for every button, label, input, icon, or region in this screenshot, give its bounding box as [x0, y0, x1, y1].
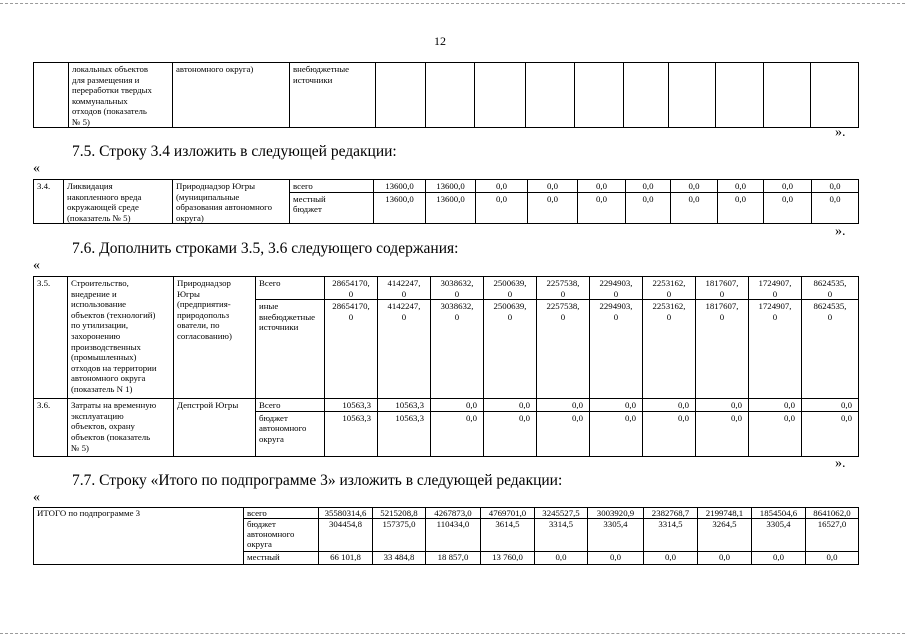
amount-cell: 0,0 [718, 180, 764, 193]
section-7-6-heading: 7.6. Дополнить строками 3.5, 3.6 следующего содержания: [72, 240, 459, 257]
amount-cell: 0,0 [644, 552, 698, 565]
amount-cell: 0,0 [537, 411, 590, 456]
section-7-5-heading: 7.5. Строку 3.4 изложить в следующей редакции: [72, 143, 397, 160]
amount-cell: 13600,0 [426, 192, 476, 224]
amount-cell: 33 484,8 [373, 552, 426, 565]
amount-cell: 0,0 [476, 192, 528, 224]
amount-cell: 0,0 [431, 399, 484, 412]
continued-program-table [33, 62, 859, 128]
amount-cell: 0,0 [696, 399, 749, 412]
amount-cell: 0,0 [535, 552, 588, 565]
amount-cell: 8624535, 0 [802, 300, 859, 399]
table-body [34, 63, 859, 128]
amount-cell: 0,0 [764, 192, 812, 224]
amount-cell [475, 63, 526, 128]
amount-cell [716, 63, 764, 128]
table-row [34, 399, 859, 412]
closing-quote: ». [835, 224, 846, 239]
closing-quote: ». [835, 125, 846, 140]
amount-cell: 0,0 [484, 411, 537, 456]
amount-cell: 0,0 [626, 192, 671, 224]
amount-cell: 0,0 [476, 180, 528, 193]
amount-cell: 8641062,0 [806, 508, 859, 519]
amount-cell: 0,0 [626, 180, 671, 193]
responsible-executor-cell: автономного округа) [173, 63, 290, 128]
amount-cell: 4769701,0 [481, 508, 535, 519]
measure-name-cell: Затраты на временную эксплуатацию объектов, охрану объектов (показатель № 5) [68, 399, 174, 457]
amount-cell: 3314,5 [644, 519, 698, 552]
amount-cell: 3614,5 [481, 519, 535, 552]
amount-cell: 0,0 [431, 411, 484, 456]
table-row [34, 277, 859, 300]
funding-source-cell: всего [244, 508, 319, 519]
amount-cell: 18 857,0 [426, 552, 481, 565]
row-3-4-table [33, 179, 859, 224]
table-body [34, 508, 859, 565]
amount-cell: 157375,0 [373, 519, 426, 552]
responsible-executor-cell: Природнадзор Югры (предприятия- природопольз ователи, по согласованию) [174, 277, 256, 399]
amount-cell: 13 760,0 [481, 552, 535, 565]
row-number-cell: 3.4. [34, 180, 64, 224]
amount-cell: 0,0 [718, 192, 764, 224]
row-number-cell: 3.6. [34, 399, 68, 457]
amount-cell: 35580314,6 [319, 508, 373, 519]
amount-cell: 5215208,8 [373, 508, 426, 519]
amount-cell: 0,0 [764, 180, 812, 193]
amount-cell: 28654170, 0 [325, 277, 378, 300]
funding-source-cell: внебюджетные источники [290, 63, 376, 128]
amount-cell: 3264,5 [698, 519, 752, 552]
amount-cell: 0,0 [643, 411, 696, 456]
page-number: 12 [434, 34, 446, 48]
amount-cell: 0,0 [588, 552, 644, 565]
amount-cell: 3314,5 [535, 519, 588, 552]
subprogram-3-total-table [33, 507, 859, 565]
amount-cell [526, 63, 575, 128]
amount-cell: 4142247, 0 [378, 300, 431, 399]
amount-cell: 3038632, 0 [431, 300, 484, 399]
amount-cell: 1724907, 0 [749, 277, 802, 300]
amount-cell: 0,0 [528, 192, 578, 224]
responsible-executor-cell: Природнадзор Югры (муниципальные образования автономного округа) [173, 180, 290, 224]
amount-cell: 10563,3 [325, 411, 378, 456]
amount-cell: 0,0 [802, 411, 859, 456]
funding-source-cell: бюджет автономного округа [244, 519, 319, 552]
table-body [34, 277, 859, 457]
amount-cell: 2253162, 0 [643, 277, 696, 300]
amount-cell: 28654170, 0 [325, 300, 378, 399]
amount-cell: 0,0 [671, 192, 718, 224]
amount-cell: 4142247, 0 [378, 277, 431, 300]
amount-cell: 66 101,8 [319, 552, 373, 565]
amount-cell: 110434,0 [426, 519, 481, 552]
scan-edge-bottom [0, 633, 905, 634]
amount-cell: 8624535, 0 [802, 277, 859, 300]
amount-cell [376, 63, 426, 128]
amount-cell: 0,0 [528, 180, 578, 193]
opening-quote: « [33, 490, 40, 505]
amount-cell: 0,0 [484, 399, 537, 412]
amount-cell: 0,0 [671, 180, 718, 193]
amount-cell: 304454,8 [319, 519, 373, 552]
amount-cell: 3305,4 [588, 519, 644, 552]
funding-source-cell: иные внебюджетные источники [256, 300, 325, 399]
amount-cell: 10563,3 [378, 411, 431, 456]
funding-source-cell: Всего [256, 399, 325, 412]
amount-cell: 2500639, 0 [484, 277, 537, 300]
funding-source-cell: Всего [256, 277, 325, 300]
total-label-cell: ИТОГО по подпрограмме 3 [34, 508, 244, 565]
amount-cell: 2257538, 0 [537, 277, 590, 300]
funding-source-cell: бюджет автономного округа [256, 411, 325, 456]
table-body [34, 180, 859, 224]
section-7-7-heading: 7.7. Строку «Итого по подпрограмме 3» изложить в следующей редакции: [72, 472, 563, 489]
amount-cell: 0,0 [698, 552, 752, 565]
amount-cell: 2257538, 0 [537, 300, 590, 399]
amount-cell: 2500639, 0 [484, 300, 537, 399]
amount-cell: 0,0 [752, 552, 806, 565]
row-number-cell [34, 63, 69, 128]
amount-cell: 0,0 [812, 192, 859, 224]
funding-source-cell: местный бюджет [290, 192, 374, 224]
amount-cell: 0,0 [806, 552, 859, 565]
amount-cell [669, 63, 716, 128]
measure-name-cell: Строительство, внедрение и использование объектов (технологий) по утилизации, захоронению производственных (промышленных) отходов на территории автономного округа (показатель N 1) [68, 277, 174, 399]
amount-cell: 2199748,1 [698, 508, 752, 519]
opening-quote: « [33, 258, 40, 273]
measure-name-cell: локальных объектов для размещения и переработки твердых коммунальных отходов (показатель № 5) [69, 63, 173, 128]
amount-cell: 10563,3 [325, 399, 378, 412]
amount-cell: 4267873,0 [426, 508, 481, 519]
amount-cell [426, 63, 475, 128]
amount-cell [764, 63, 811, 128]
amount-cell: 0,0 [590, 399, 643, 412]
amount-cell: 2253162, 0 [643, 300, 696, 399]
measure-name-cell: Ликвидация накопленного вреда окружающей среде (показатель № 5) [64, 180, 173, 224]
scan-edge-top [0, 3, 905, 4]
amount-cell [624, 63, 669, 128]
amount-cell: 1817607, 0 [696, 277, 749, 300]
amount-cell [575, 63, 624, 128]
amount-cell: 2294903, 0 [590, 277, 643, 300]
amount-cell: 1817607, 0 [696, 300, 749, 399]
amount-cell: 3038632, 0 [431, 277, 484, 300]
amount-cell: 13600,0 [374, 180, 426, 193]
amount-cell: 0,0 [802, 399, 859, 412]
amount-cell: 0,0 [812, 180, 859, 193]
opening-quote: « [33, 161, 40, 176]
funding-source-cell: всего [290, 180, 374, 193]
responsible-executor-cell: Депстрой Югры [174, 399, 256, 457]
amount-cell: 13600,0 [426, 180, 476, 193]
table-row [34, 180, 859, 193]
closing-quote: ». [835, 456, 846, 471]
table-row [34, 508, 859, 519]
amount-cell: 0,0 [578, 192, 626, 224]
amount-cell: 2382768,7 [644, 508, 698, 519]
amount-cell: 0,0 [578, 180, 626, 193]
amount-cell: 10563,3 [378, 399, 431, 412]
amount-cell: 0,0 [590, 411, 643, 456]
amount-cell: 16527,0 [806, 519, 859, 552]
amount-cell: 3305,4 [752, 519, 806, 552]
amount-cell: 2294903, 0 [590, 300, 643, 399]
table-row [34, 63, 859, 128]
amount-cell: 1854504,6 [752, 508, 806, 519]
funding-source-cell: местный [244, 552, 319, 565]
amount-cell: 0,0 [749, 399, 802, 412]
rows-3-5-3-6-table [33, 276, 859, 457]
amount-cell: 0,0 [537, 399, 590, 412]
amount-cell: 1724907, 0 [749, 300, 802, 399]
amount-cell: 0,0 [749, 411, 802, 456]
amount-cell: 3003920,9 [588, 508, 644, 519]
amount-cell: 0,0 [643, 399, 696, 412]
amount-cell: 13600,0 [374, 192, 426, 224]
amount-cell: 3245527,5 [535, 508, 588, 519]
amount-cell: 0,0 [696, 411, 749, 456]
row-number-cell: 3.5. [34, 277, 68, 399]
amount-cell [811, 63, 859, 128]
